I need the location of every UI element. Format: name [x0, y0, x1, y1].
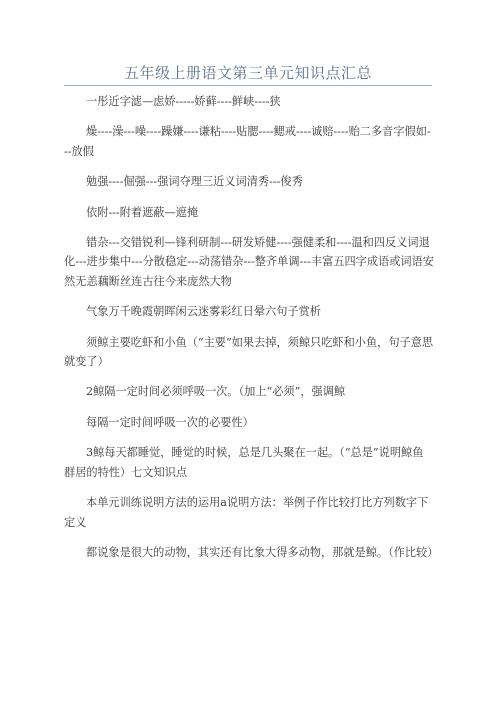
- title-underline: [64, 85, 432, 86]
- paragraph-synonyms: 依附---附着遮蔽—遮掩: [86, 205, 199, 219]
- paragraph-similar-characters-continued: 燥----澡---噪----躁嫌----谦粘----贴腮----鳃戒----诚赔----贻二多音字假如---放假: [64, 125, 431, 158]
- paragraph-idioms-continued: 气象万千晚霞朝晖闲云迷雾彩红日晕六句子赏析: [86, 305, 321, 319]
- paragraph-polyphonic-synonyms: 勉强----倔强---强词夺理三近义词清秀---俊秀: [86, 175, 303, 189]
- paragraph-sentence-analysis-2-continued: 每隔一定时间呼吸一次的必要性）: [86, 415, 254, 429]
- document-body: [64, 92, 439, 573]
- document-title: 五年级上册语文第三单元知识点汇总: [123, 64, 372, 82]
- paragraph-sentence-analysis-1: 须鲸主要吃虾和小鱼（“主要”如果去掉，须鲸只吃虾和小鱼，句子意思就变了）: [64, 335, 434, 369]
- paragraph-similar-characters: 一彤近字滤—虑娇-----娇藓----鲜峡----狭: [86, 95, 281, 108]
- paragraph-antonyms-idioms: 错杂---交错锐利—锋利研制---研发矫健----强健柔和----温和四反义词退化---进步集中---分散稳定---动荡错杂---整齐单调---丰富五四字成语或词语安然无恙藕断丝连古往今来庞然大物: [64, 236, 434, 288]
- paragraph-comparison-example: 都说象是很大的动物，其实还有比象大得多动物，那就是鲸。（作比较）: [86, 545, 439, 559]
- paragraph-sentence-analysis-2: 2鲸隔一定时间必须呼吸一次。（加上“必须”，强调鲸: [86, 385, 346, 399]
- paragraph-explanation-methods: 本单元训练说明方法的运用a说明方法：举例子作比较打比方列数字下定义: [64, 496, 429, 529]
- paragraph-sentence-analysis-3: 3鲸每天都睡觉，睡觉的时候，总是几头聚在一起。（“总是”说明鲸鱼群居的特性）七文知识点: [64, 446, 424, 479]
